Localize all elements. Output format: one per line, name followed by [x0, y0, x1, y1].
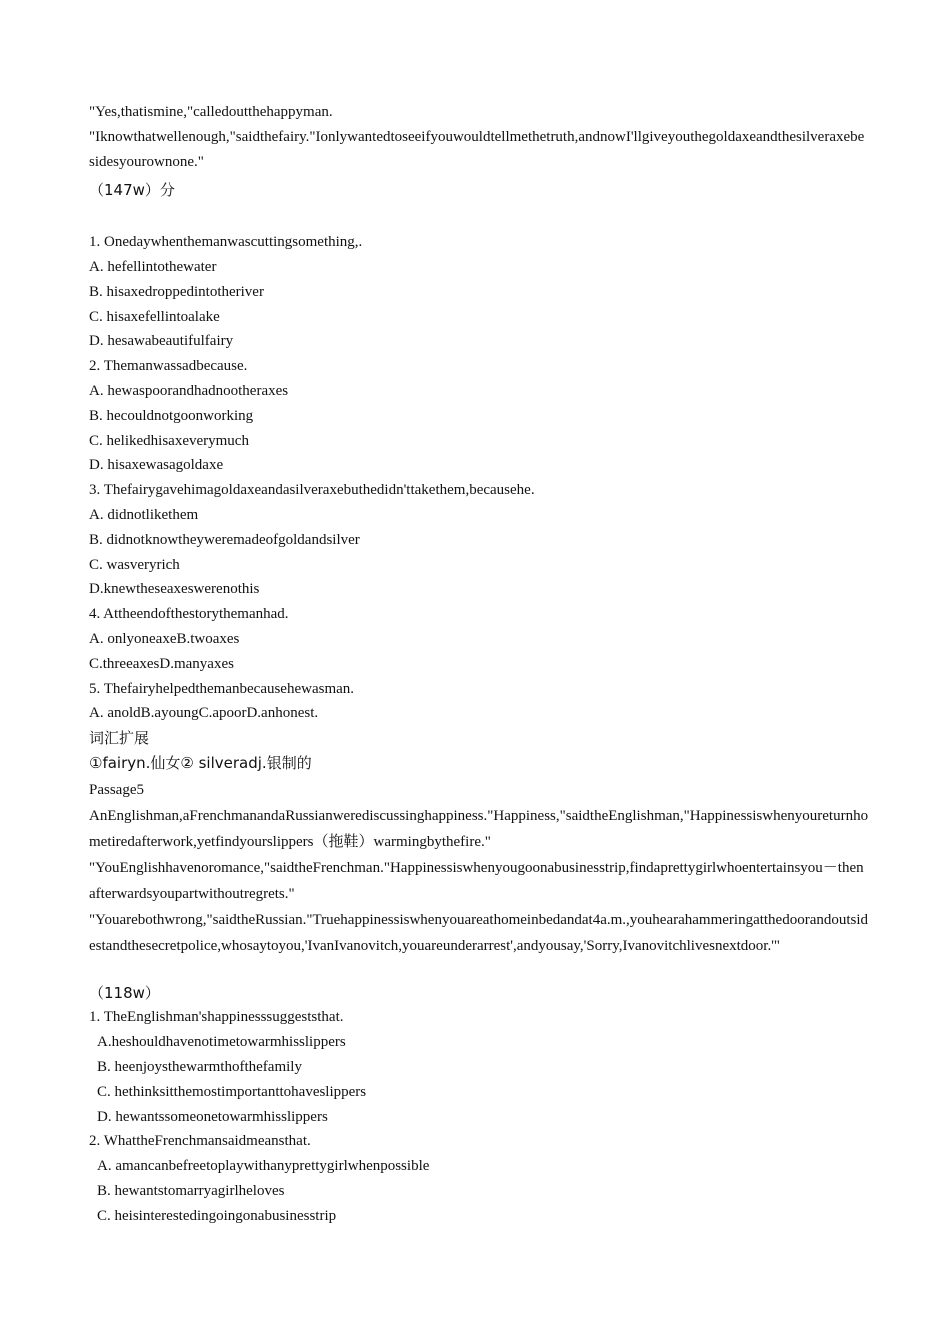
question-stem: 1. Onedaywhenthemanwascuttingsomething,.: [89, 234, 363, 251]
word-count: （147w）分: [89, 181, 175, 200]
spacer: [89, 959, 869, 981]
question-block: [89, 230, 869, 354]
spacer: [89, 203, 869, 230]
answer-option[interactable]: A. amancanbefreetoplaywithanyprettygirlwhenpossible: [97, 1158, 430, 1175]
answer-option[interactable]: C. heisinterestedingoingonabusinesstrip: [97, 1207, 337, 1224]
passage-paragraph: "Youarebothwrong,"saidtheRussian."Truehappinessiswhenyouareathomeinbedandat4a.m.,youhearahammeringatthedoorandoutsidestandthesecretpolice,whosaytoyou,'IvanIvanovitch,youareunderarrest',andyousay,'Sorry,Ivanovitchlivesnextdoor.'": [89, 911, 869, 954]
answer-option[interactable]: C. hisaxefellintoalake: [89, 308, 220, 325]
answer-option[interactable]: C.threeaxesD.manyaxes: [89, 655, 234, 672]
document-page: [89, 100, 869, 1228]
answer-option[interactable]: D.knewtheseaxeswerenothis: [89, 581, 260, 598]
answer-option[interactable]: B. didnotknowtheyweremadeofgoldandsilver: [89, 531, 360, 548]
question-stem: 5. Thefairyhelpedthemanbecausehewasman.: [89, 680, 355, 697]
question-block: [89, 478, 869, 602]
answer-option[interactable]: C. hethinksitthemostimportanttohaveslippers: [97, 1083, 367, 1100]
vocab-heading: 词汇扩展: [89, 729, 150, 748]
question-stem: 2. WhattheFrenchmansaidmeansthat.: [89, 1133, 311, 1150]
question-stem: 4. Attheendofthestorythemanhad.: [89, 606, 289, 623]
answer-option[interactable]: A. didnotlikethem: [89, 506, 199, 523]
question-block: [89, 1129, 869, 1228]
question-block: [89, 1005, 869, 1129]
vocab-items: ①fairyn.仙女② silveradj.银制的: [89, 753, 312, 772]
answer-option[interactable]: B. hisaxedroppedintotheriver: [89, 283, 264, 300]
passage-paragraph: AnEnglishman,aFrenchmanandaRussianwerediscussinghappiness."Happiness,"saidtheEnglishman,"Happinessiswhenyoureturnhometiredafterwork,yetfindyourslippers（拖鞋）warmingbythefire.": [89, 807, 869, 850]
answer-option[interactable]: B. hecouldnotgoonworking: [89, 407, 254, 424]
answer-option[interactable]: A. anoldB.ayoungC.apoorD.anhonest.: [89, 705, 319, 722]
answer-option[interactable]: A.heshouldhavenotimetowarmhisslippers: [97, 1034, 346, 1051]
question-block: [89, 677, 869, 727]
answer-option[interactable]: B. hewantstomarryagirlheloves: [97, 1182, 285, 1199]
answer-option[interactable]: D. hisaxewasagoldaxe: [89, 457, 224, 474]
answer-option[interactable]: B. heenjoysthewarmthofthefamily: [97, 1058, 302, 1075]
question-block: [89, 602, 869, 676]
question-stem: 2. Themanwassadbecause.: [89, 358, 248, 375]
passage-paragraph: "YouEnglishhavenoromance,"saidtheFrenchman."Happinessiswhenyougoonabusinesstrip,findaprettygirlwhoentertainsyou－thenafterwardsyoupartwithoutregrets.": [89, 859, 864, 902]
passage-text-line: "Iknowthatwellenough,"saidthefairy."Ionlywantedtoseeifyouwouldtellmethetruth,andnowI'llgiveyouthegoldaxeandthesilveraxebesidesyourownone.": [89, 128, 865, 170]
passage-title: Passage5: [89, 781, 144, 798]
answer-option[interactable]: D. hewantssomeonetowarmhisslippers: [97, 1108, 328, 1125]
answer-option[interactable]: C. wasveryrich: [89, 556, 180, 573]
question-block: [89, 354, 869, 478]
answer-option[interactable]: C. helikedhisaxeverymuch: [89, 432, 249, 449]
question-stem: 3. Thefairygavehimagoldaxeandasilveraxebuthedidn'ttakethem,becausehe.: [89, 482, 535, 499]
passage-text-line: "Yes,thatismine,"calledoutthehappyman.: [89, 104, 333, 120]
answer-option[interactable]: A. hewaspoorandhadnootheraxes: [89, 382, 289, 399]
answer-option[interactable]: A. hefellintothewater: [89, 258, 217, 275]
word-count: （118w）: [89, 983, 160, 1002]
question-stem: 1. TheEnglishman'shappinesssuggeststhat.: [89, 1009, 344, 1026]
answer-option[interactable]: A. onlyoneaxeB.twoaxes: [89, 630, 240, 647]
answer-option[interactable]: D. hesawabeautifulfairy: [89, 333, 234, 350]
